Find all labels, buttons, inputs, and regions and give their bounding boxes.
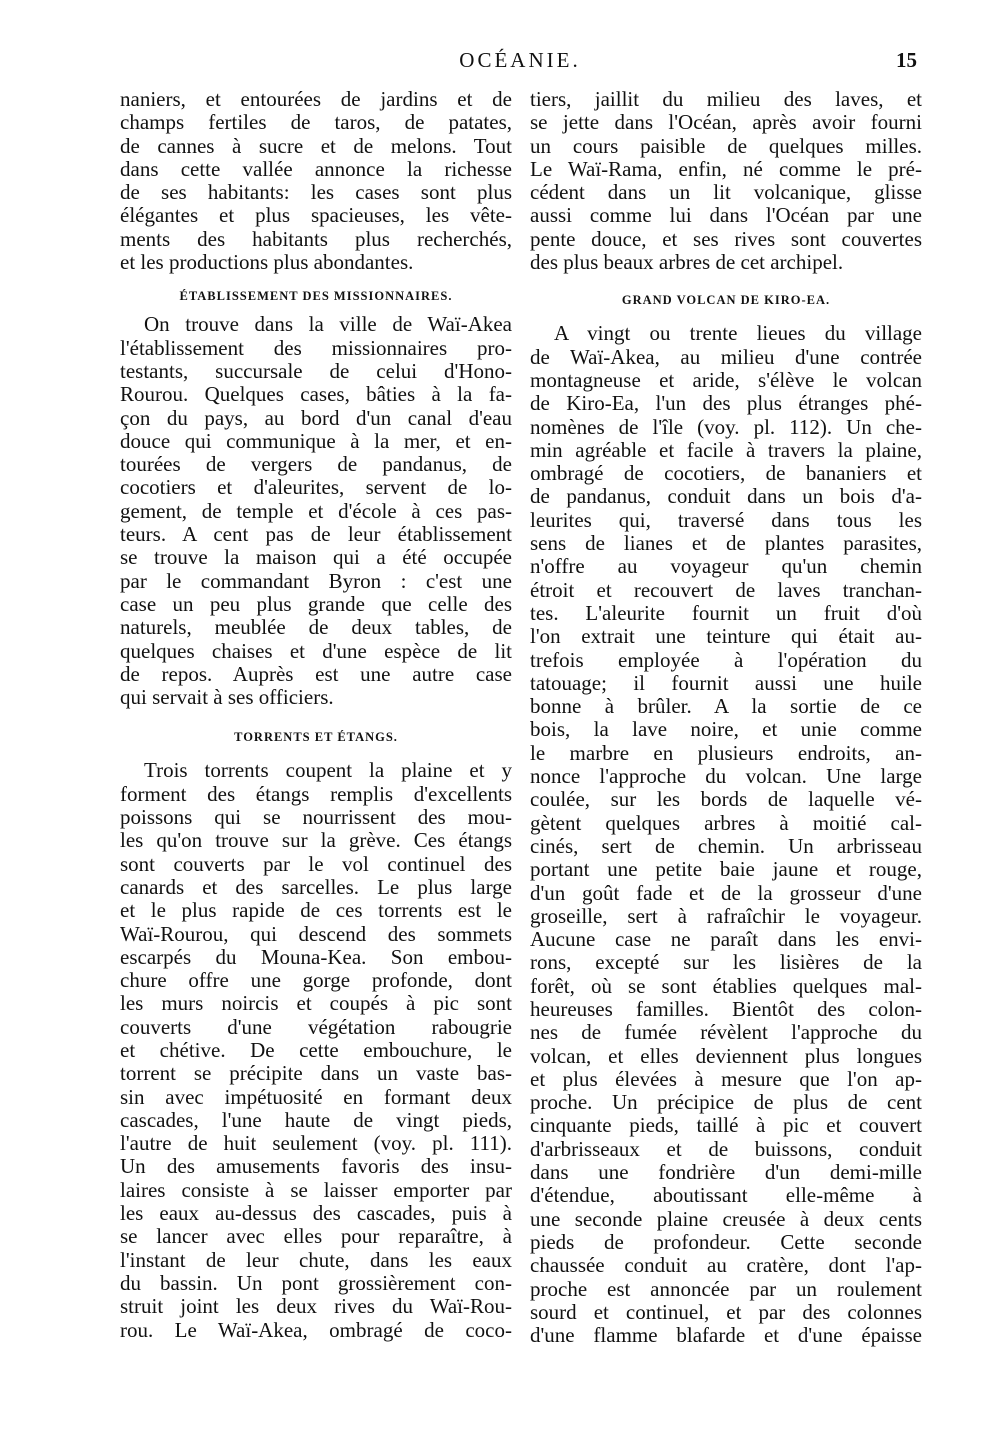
- text-line: naniers, et entourées de jardins et de: [120, 87, 512, 111]
- text-line: de Waï-Akea, au milieu d'une contrée: [530, 344, 922, 369]
- text-line: de Kiro-Ea, l'un des plus étranges phé-: [530, 391, 922, 416]
- text-line: de ses habitants: les cases sont plus: [120, 180, 512, 205]
- text-line: l'autre de huit seulement (voy. pl. 111).: [120, 1131, 512, 1156]
- text-line: aussi comme lui dans l'Océan par une: [530, 203, 922, 228]
- left-column: [120, 88, 512, 1342]
- text-line: dans une fondrière d'un demi-mille: [530, 1160, 922, 1185]
- text-line: ombragé de cocotiers, de bananiers et: [530, 461, 922, 486]
- text-line: Trois torrents coupent la plaine et y: [144, 758, 512, 783]
- text-line: l'instant de leur chute, dans les eaux: [120, 1247, 512, 1272]
- text-line: nomènes de l'île (voy. pl. 112). Un che-: [530, 414, 922, 439]
- text-line: cédent dans un lit volcanique, glisse: [530, 180, 922, 205]
- text-line: forêt, où se sont établies quelques mal-: [530, 973, 922, 998]
- text-line: laires consiste à se laisser emporter par: [120, 1177, 512, 1202]
- text-line: A vingt ou trente lieues du village: [554, 321, 922, 346]
- text-line: escarpés du Mouna-Kea. Son embou-: [120, 944, 512, 969]
- text-line: d'étendue, aboutissant elle-même à: [530, 1183, 922, 1208]
- text-line: couverts d'une végétation rabougrie: [120, 1014, 512, 1039]
- text-line: portant une petite baie jaune et rouge,: [530, 857, 922, 882]
- text-line: l'établissement des missionnaires pro-: [120, 335, 512, 360]
- text-line: de pandanus, conduit dans un bois d'a-: [530, 484, 922, 509]
- paragraph: [120, 88, 512, 274]
- text-line: teurs. A cent pas de leur établissement: [120, 522, 512, 547]
- text-line: chaussée conduit au cratère, dont l'ap-: [530, 1253, 922, 1278]
- text-line: tatouage; il fournit aussi une huile: [530, 670, 922, 695]
- text-line: rons, excepté sur les lisières de la: [530, 950, 922, 975]
- text-line: sont couverts par le vol continuel des: [120, 851, 512, 876]
- text-line: et plus élevées à mesure que l'on ap-: [530, 1066, 922, 1091]
- text-line: forment des étangs remplis d'excellents: [120, 781, 512, 806]
- text-line: nonce l'approche du volcan. Une large: [530, 764, 922, 789]
- text-line: Aucune case ne paraît dans les envi-: [530, 927, 922, 952]
- text-line: dans cette vallée annonce la richesse: [120, 156, 512, 181]
- text-line: chure offre une gorge profonde, dont: [120, 968, 512, 993]
- text-line: quelques chaises et d'une espèce de lit: [120, 638, 512, 663]
- text-line: naturels, meublée de deux tables, de: [120, 615, 512, 640]
- text-line: et chétive. De cette embouchure, le: [120, 1037, 512, 1062]
- text-line: un cours paisible de quelques milles.: [530, 133, 922, 158]
- text-line: gètent quelques arbres à moitié cal-: [530, 810, 922, 835]
- text-line: se trouve la maison qui a été occupée: [120, 545, 512, 570]
- running-title: OCÉANIE.: [459, 48, 581, 72]
- text-line: min agréable et facile à travers la plaine,: [530, 437, 922, 462]
- text-line: Le Waï-Rama, enfin, né comme le pré-: [530, 156, 922, 181]
- text-line: se jette dans l'Océan, après avoir fourni: [530, 110, 922, 135]
- text-line: sin avec impétuosité en formant deux: [120, 1084, 512, 1109]
- text-line: champs fertiles de taros, de patates,: [120, 110, 512, 135]
- text-line: rou. Le Waï-Akea, ombragé de coco-: [120, 1317, 512, 1342]
- text-line: poissons qui se nourrissent des mou-: [120, 805, 512, 830]
- text-line: élégantes et plus spacieuses, les vête-: [120, 203, 512, 228]
- text-line: volcan, et elles deviennent plus longues: [530, 1043, 922, 1068]
- text-line: d'arbrisseaux et de buissons, conduit: [530, 1136, 922, 1161]
- text-line: des plus beaux arbres de cet archipel.: [530, 250, 844, 275]
- text-line: sens de lianes et de plantes parasites,: [530, 531, 922, 556]
- text-line: proche est annoncée par un roulement: [530, 1276, 922, 1301]
- text-line: ments des habitants plus recherchés,: [120, 226, 512, 251]
- text-line: cascades, l'une haute de vingt pieds,: [120, 1107, 512, 1132]
- text-line: torrent se précipite dans un vaste bas-: [120, 1061, 512, 1086]
- section-heading: ÉTABLISSEMENT DES MISSIONNAIRES.: [179, 289, 453, 304]
- text-line: heureuses familles. Bientôt des colon-: [530, 996, 922, 1021]
- text-line: struit joint les deux rives du Waï-Rou-: [120, 1294, 512, 1319]
- text-line: canards et des sarcelles. Le plus large: [120, 874, 512, 899]
- text-line: et les productions plus abondantes.: [120, 250, 414, 275]
- text-line: tes. L'aleurite fournit un fruit d'où: [530, 600, 922, 625]
- text-line: case un peu plus grande que celle des: [120, 591, 512, 616]
- text-line: trefois employée à l'opération du: [530, 647, 922, 672]
- text-line: n'offre au voyageur qu'un chemin: [530, 554, 922, 579]
- text-line: gement, de temple et d'école à ces pas-: [120, 498, 512, 523]
- text-line: de cannes à sucre et de melons. Tout: [120, 133, 512, 158]
- text-line: Waï-Rourou, qui descend des sommets: [120, 921, 512, 946]
- text-line: les murs noircis et coupés à pic sont: [120, 991, 512, 1016]
- paragraph: [120, 313, 512, 709]
- text-line: les qu'on trouve sur la grève. Ces étangs: [120, 828, 512, 853]
- text-line: du bassin. Un pont grossièrement con-: [120, 1270, 512, 1295]
- text-line: proche. Un précipice de plus de cent: [530, 1090, 922, 1115]
- text-line: groseille, sert à rafraîchir le voyageur.: [530, 903, 922, 928]
- text-line: l'on extrait une teinture qui était au-: [530, 624, 922, 649]
- page-number: 15: [896, 48, 917, 72]
- text-line: bois, la lave noire, et unie comme: [530, 717, 922, 742]
- text-line: nes de fumée révèlent l'approche du: [530, 1020, 922, 1045]
- text-line: Un des amusements favoris des insu-: [120, 1154, 512, 1179]
- text-line: cinquante pieds, taillé à pic et couvert: [530, 1113, 922, 1138]
- text-line: étroit et recouvert de laves tranchan-: [530, 577, 922, 602]
- paragraph: [120, 759, 512, 1341]
- text-line: le marbre en plusieurs endroits, an-: [530, 740, 922, 765]
- text-line: bonne à brûler. A la sortie de ce: [530, 694, 922, 719]
- text-line: coulée, sur les bords de laquelle vé-: [530, 787, 922, 812]
- text-line: de repos. Auprès est une autre case: [120, 661, 512, 686]
- text-line: pente douce, et ses rives sont couvertes: [530, 226, 922, 251]
- text-line: testants, succursale de celui d'Hono-: [120, 358, 512, 383]
- text-line: d'un goût fade et de la grosseur d'une: [530, 880, 922, 905]
- paragraph: [530, 88, 922, 274]
- right-column: [530, 88, 922, 1347]
- text-line: cocotiers et d'aleurites, servent de lo-: [120, 475, 512, 500]
- text-line: qui servait à ses officiers.: [120, 685, 334, 710]
- text-line: sourd et continuel, et par des colonnes: [530, 1299, 922, 1324]
- section-heading: GRAND VOLCAN DE KIRO-EA.: [621, 293, 831, 308]
- section-heading: TORRENTS ET ÉTANGS.: [234, 730, 398, 745]
- text-line: les eaux au-dessus des cascades, puis à: [120, 1201, 512, 1226]
- text-line: çon du pays, au bord d'un canal d'eau: [120, 405, 512, 430]
- text-line: tourées de vergers de pandanus, de: [120, 452, 512, 477]
- text-line: On trouve dans la ville de Waï-Akea: [144, 312, 512, 337]
- text-line: d'une flamme blafarde et d'une épaisse: [530, 1323, 922, 1348]
- text-line: Rourou. Quelques cases, bâties à la fa-: [120, 382, 512, 407]
- text-line: douce qui communique à la mer, et en-: [120, 428, 512, 453]
- text-line: montagneuse et aride, s'élève le volcan: [530, 367, 922, 392]
- text-line: et le plus rapide de ces torrents est le: [120, 898, 512, 923]
- text-line: par le commandant Byron : c'est une: [120, 568, 512, 593]
- text-line: se lancer avec elles pour reparaître, à: [120, 1224, 512, 1249]
- text-line: pieds de profondeur. Cette seconde: [530, 1229, 922, 1254]
- text-line: leurites qui, traversé dans tous les: [530, 507, 922, 532]
- text-line: tiers, jaillit du milieu des laves, et: [530, 87, 922, 111]
- paragraph: [530, 322, 922, 1347]
- text-line: cinés, sert de chemin. Un arbrisseau: [530, 833, 922, 858]
- text-line: une seconde plaine creusée à deux cents: [530, 1206, 922, 1231]
